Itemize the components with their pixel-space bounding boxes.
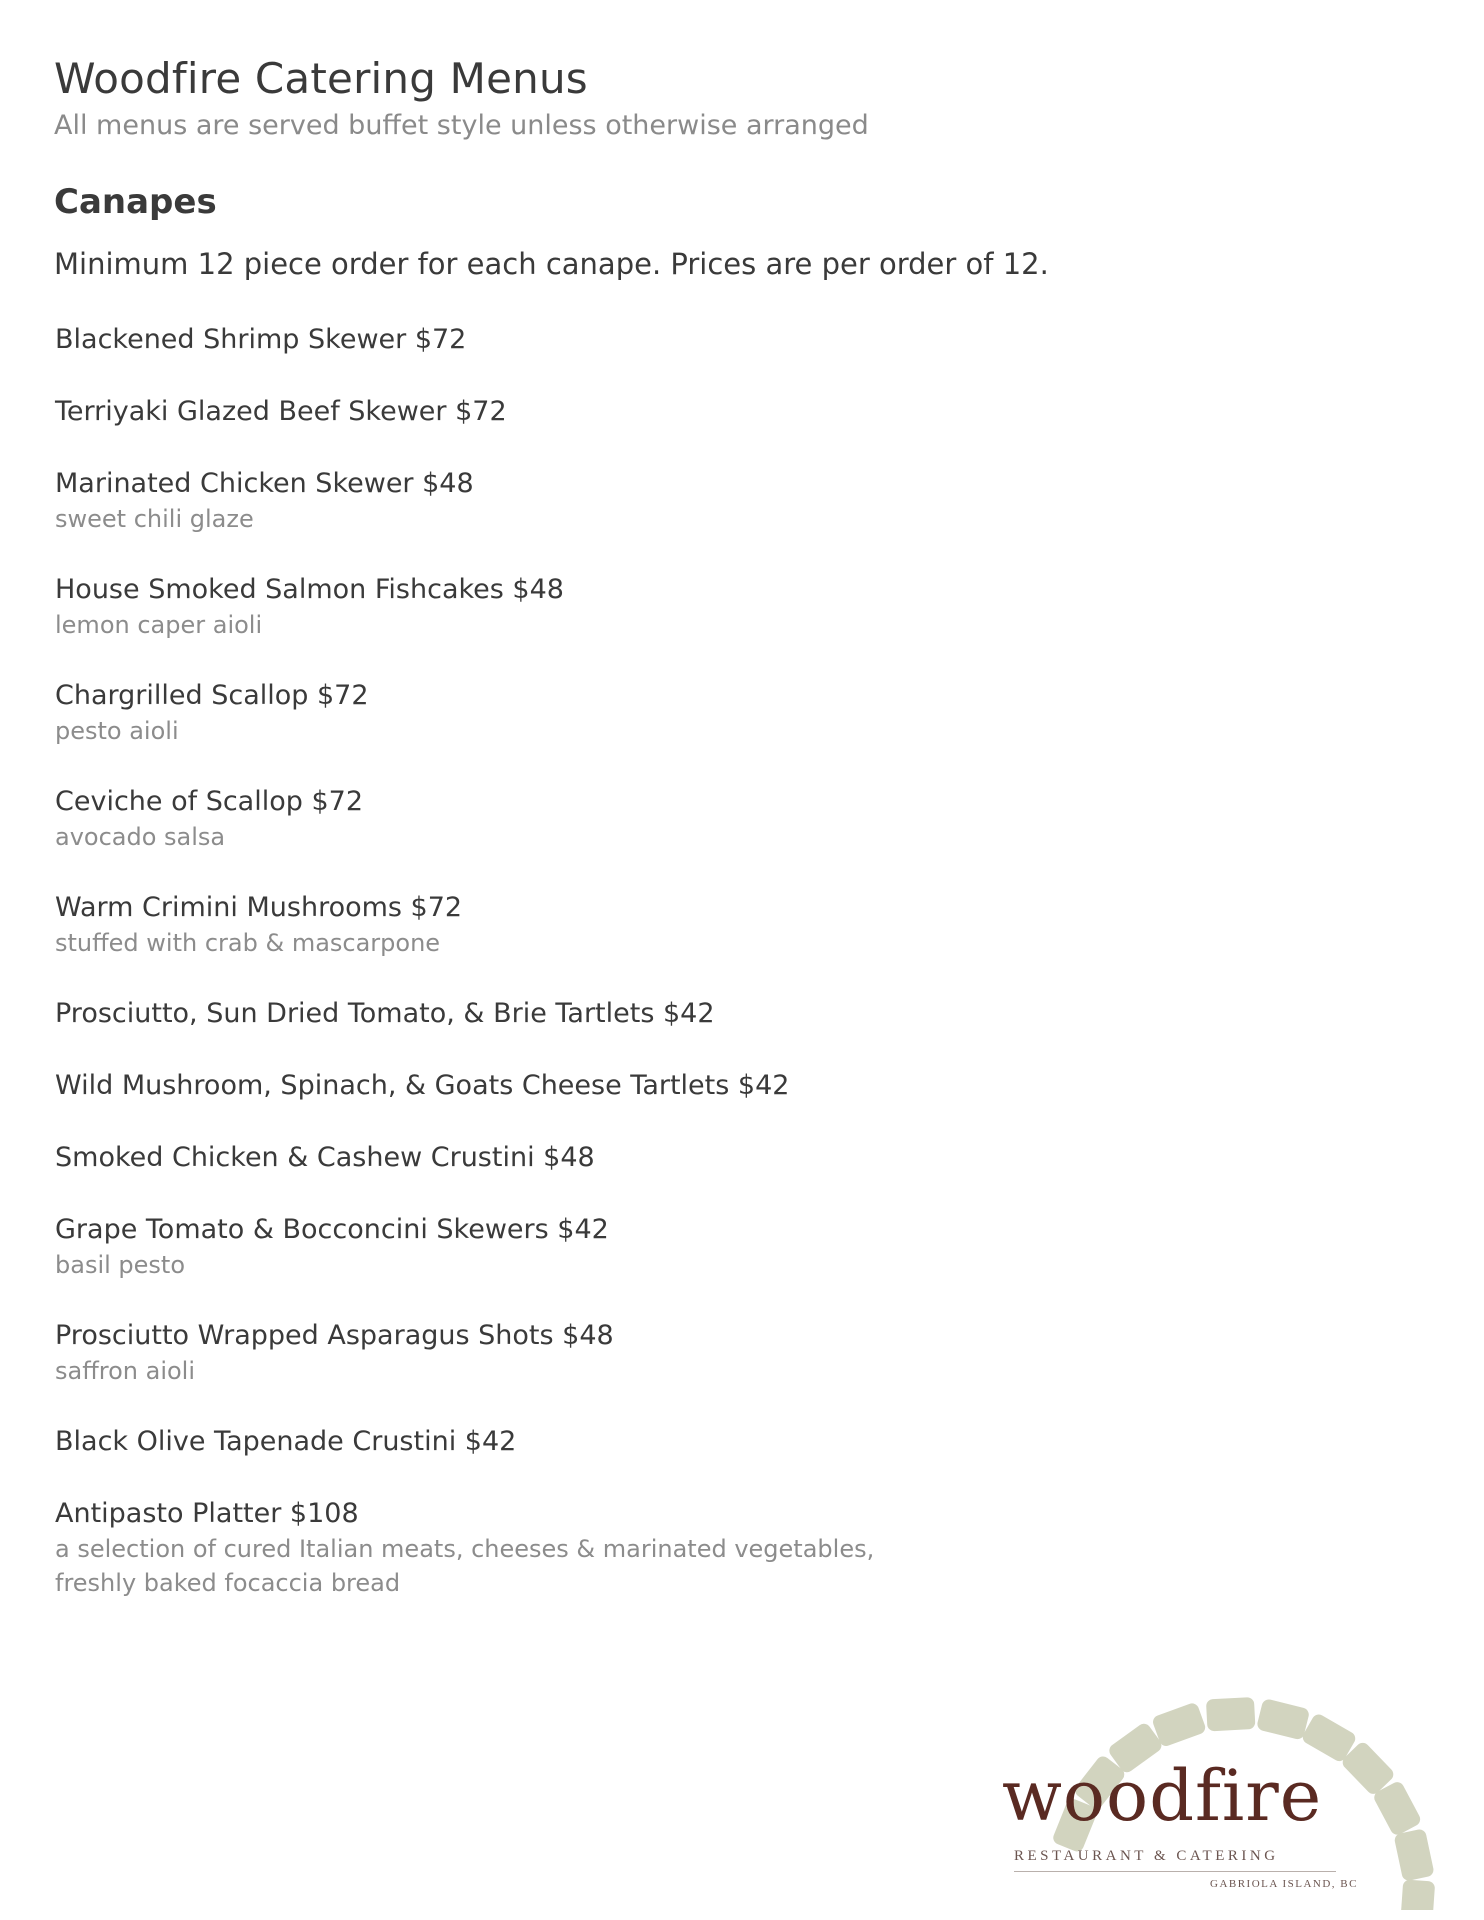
menu-item	[55, 394, 1154, 430]
page-subtitle: All menus are served buffet style unless otherwise arranged	[54, 110, 869, 141]
menu-item	[55, 1140, 1154, 1176]
menu-item	[55, 678, 1154, 748]
menu-item	[55, 572, 1154, 642]
menu-item-list	[55, 322, 1154, 1600]
menu-item-name: Prosciutto Wrapped Asparagus Shots $48	[55, 1320, 614, 1351]
menu-item-name: Wild Mushroom, Spinach, & Goats Cheese Tartlets $42	[55, 1070, 790, 1101]
logo-tagline: RESTAURANT & CATERING	[1014, 1848, 1279, 1864]
menu-item-name: Warm Crimini Mushrooms $72	[55, 892, 463, 923]
menu-item	[55, 1318, 1154, 1388]
menu-item-name: Marinated Chicken Skewer $48	[55, 468, 474, 499]
menu-item-description: pesto aioli	[55, 717, 179, 745]
menu-item-description: sweet chili glaze	[55, 505, 254, 533]
menu-item	[55, 1068, 1154, 1104]
menu-item-name: Antipasto Platter $108	[55, 1498, 359, 1529]
menu-item	[55, 322, 1154, 358]
woodfire-logo	[990, 1660, 1470, 1910]
menu-item-name: House Smoked Salmon Fishcakes $48	[55, 574, 564, 605]
menu-item-name: Blackened Shrimp Skewer $72	[55, 324, 467, 355]
menu-item-name: Chargrilled Scallop $72	[55, 680, 369, 711]
section-title: Canapes	[54, 182, 217, 222]
menu-item	[55, 1212, 1154, 1282]
arch-brick	[1393, 1828, 1434, 1882]
menu-item-name: Terriyaki Glazed Beef Skewer $72	[55, 396, 507, 427]
menu-item-description: lemon caper aioli	[55, 611, 263, 639]
menu-item-description-line2: freshly baked focaccia bread	[55, 1569, 401, 1597]
logo-wordmark: woodfire	[1002, 1755, 1323, 1837]
menu-item-name: Smoked Chicken & Cashew Crustini $48	[55, 1142, 595, 1173]
menu-item-description: basil pesto	[55, 1251, 186, 1279]
menu-page	[54, 50, 1154, 1636]
menu-item-description: saffron aioli	[55, 1357, 196, 1385]
menu-item-name: Ceviche of Scallop $72	[55, 786, 364, 817]
menu-item-name: Black Olive Tapenade Crustini $42	[55, 1426, 517, 1457]
arch-brick	[1206, 1697, 1256, 1731]
arch-brick	[1400, 1879, 1435, 1910]
menu-item	[55, 1496, 1154, 1600]
menu-item	[55, 890, 1154, 960]
logo-divider	[1014, 1871, 1336, 1872]
menu-item	[55, 784, 1154, 854]
menu-item-description: avocado salsa	[55, 823, 226, 851]
menu-item	[55, 466, 1154, 536]
page-title: Woodfire Catering Menus	[54, 54, 588, 103]
menu-item	[55, 996, 1154, 1032]
menu-item-description: stuffed with crab & mascarpone	[55, 929, 441, 957]
menu-item-description: a selection of cured Italian meats, cheeses & marinated vegetables,	[55, 1535, 875, 1563]
section-note: Minimum 12 piece order for each canape. Prices are per order of 12.	[54, 247, 1049, 281]
logo-location: GABRIOLA ISLAND, BC	[1210, 1878, 1358, 1890]
arch-brick	[1256, 1698, 1310, 1741]
menu-item	[55, 1424, 1154, 1460]
menu-item-name: Grape Tomato & Bocconcini Skewers $42	[55, 1214, 609, 1245]
menu-item-name: Prosciutto, Sun Dried Tomato, & Brie Tartlets $42	[55, 998, 715, 1029]
arch-brick	[1151, 1701, 1207, 1747]
